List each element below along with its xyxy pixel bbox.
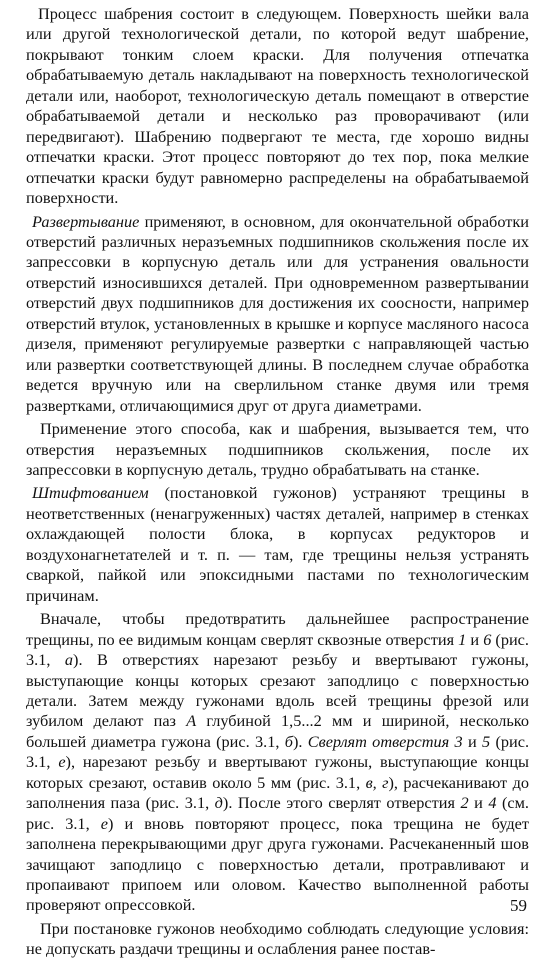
italic-term: 1	[458, 629, 467, 649]
page-number: 59	[510, 896, 527, 915]
text-run: и	[468, 793, 489, 813]
text-run: При постановке гужонов необходимо соблюдать следующие условия: не допускать раздачи трещины и ослабления ранее постав-	[26, 918, 529, 959]
italic-term: а	[64, 650, 74, 670]
text-run: (рис. 3.1,	[26, 629, 529, 670]
text-run: ) и вновь повторяют процесс, пока трещина не будет заполнена перекрывающими друг друга гужонами. Расчеканенный шов зачищают заподлицо с поверхностью детали, протравливают и пропаивают припоем или оловом. Качество выполненной работы проверяют опрессовкой.	[26, 813, 529, 915]
italic-term: 6	[483, 629, 492, 649]
italic-term: е	[100, 813, 108, 833]
italic-term: в, г	[365, 772, 389, 792]
paragraph	[26, 419, 529, 480]
text-run: и	[466, 629, 484, 649]
italic-term: 2	[460, 793, 469, 813]
text-run: ). После этого сверлят отверстия	[222, 793, 461, 813]
paragraph	[26, 483, 529, 606]
italic-term: б	[284, 731, 293, 751]
text-run: Применение этого способа, как и шабрения, вызывается тем, что отверстия неразъемных подшипников скольжения, после их запрессовки в корпусную деталь, трудно обрабатывать на станке.	[26, 419, 529, 479]
italic-term: е	[58, 752, 66, 772]
paragraph	[26, 919, 529, 960]
text-run: и	[462, 731, 482, 751]
italic-term: 5	[482, 731, 491, 751]
italic-term: Развертывание	[32, 211, 140, 231]
italic-term: Штифтованием	[32, 483, 149, 503]
text-run: Процесс шабрения состоит в следующем. Поверхность шейки вала или другой технологической детали, по которой ведут шабрение, покрывают тонким слоем краски. Для получения отпечатка обрабатываемую деталь накладывают на поверхность технологической детали или, наоборот, технологическую деталь помещают в отверстие обрабатываемой детали и несколько раз проворачивают (или передвигают). Шабрению подвергают те места, где хорошо видны отпечатки краски. Этот процесс повторяют до тех пор, пока мелкие отпечатки краски будут равномерно распределены на обрабатываемой поверхности.	[26, 4, 529, 208]
italic-term: 4	[488, 793, 497, 813]
italic-term: Сверлят отверстия 3	[307, 731, 463, 751]
text-run: ), расчеканивают до заполнения паза (рис. 3.1,	[26, 772, 530, 813]
text-run: ). В отверстиях нарезают резьбу и ввертывают гужоны, выступающие концы которых срезают заподлицо с поверхностью детали. Затем между гужонами вдоль всей трещины фрезой или зубилом делают паз	[26, 650, 529, 731]
text-run: ).	[292, 731, 308, 751]
text-run: (см. рис. 3.1,	[26, 793, 529, 833]
paragraph	[26, 212, 529, 417]
text-run: (рис. 3.1,	[26, 731, 530, 772]
text-run: глубиной 1,5...2 мм и шириной, несколько большей диаметра гужона (рис. 3.1,	[26, 711, 529, 751]
text-run: ), нарезают резьбу и ввертывают гужоны, выступающие концы которых срезают, оставив около 5 мм (рис. 3.1,	[26, 752, 529, 792]
paragraph	[26, 609, 529, 916]
paragraph	[26, 4, 529, 209]
text-run: применяют, в основном, для окончательной обработки отверстий различных неразъемных подшипников скольжения после их запрессовки в корпусную деталь или для устранения овальности отверстий износившихся деталей. При одновременном развертывании отверстий двух подшипников для достижения их соосности, например отверстий втулок, установленных в крышке и корпусе масляного насоса дизеля, применяют регулируемые развертки с направляющей частью или развертки соответствующей длины. В последнем случае обработка ведется вручную или на сверлильном станке двумя или тремя развертками, отличающимися друг от друга диаметрами.	[26, 211, 529, 415]
text-run: (постановкой гужонов) устраняют трещины в неответственных (ненагруженных) частях деталей, например в стенках охлаждающей полости блока, в корпусах редукторов и воздухонагнетателей и т. п. — там, где трещины нельзя устранять сваркой, пайкой или эпоксидными пастами по технологическим причинам.	[26, 483, 529, 605]
italic-term: д	[214, 793, 223, 813]
italic-term: А	[186, 711, 197, 731]
text-run: Вначале, чтобы предотвратить дальнейшее распространение трещины, по ее видимым концам сверлят сквозные отверстия	[26, 609, 529, 649]
body-text	[26, 4, 529, 960]
